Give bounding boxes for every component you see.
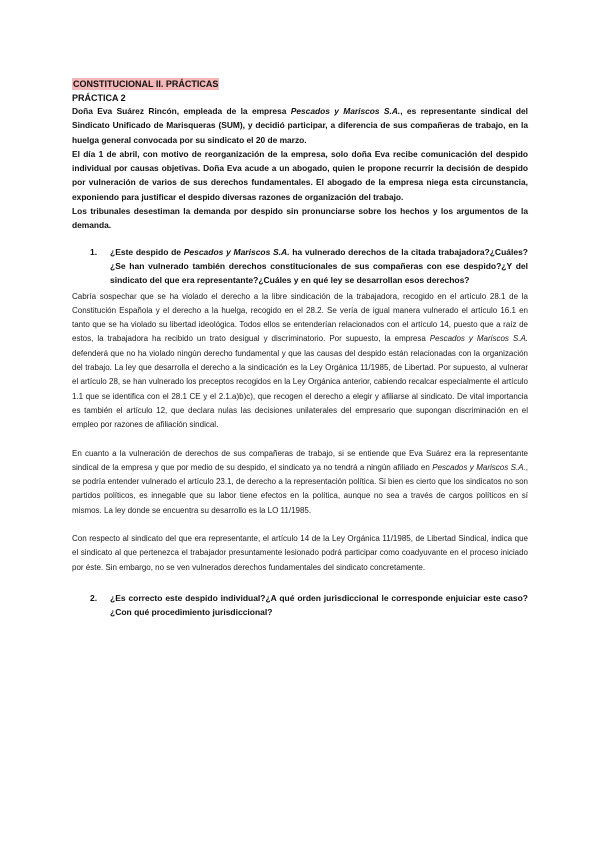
- document-title: CONSTITUCIONAL II. PRÁCTICAS: [73, 79, 219, 89]
- answer-1-paragraph-1: [72, 290, 528, 433]
- intro-p1-text-a: Doña Eva Suárez Rincón, empleada de la empresa: [72, 106, 291, 116]
- intro-p1-text-c: , es representante sindical del Sindicato Unificado de Marisqueras (SUM), y decidió participar, a diferencia de sus compañeras de trabajo, en la huelga general convocada por su sindicato el 20 de marzo.: [72, 106, 528, 145]
- question-2: [90, 591, 528, 620]
- case-statement: [72, 104, 528, 233]
- answer-1-paragraph-2: [72, 447, 528, 518]
- answer-1-paragraph-3: Con respecto al sindicato del que era representante, el artículo 14 de la Ley Orgánica 11/1985, de Libertad Sindical, indica que el sindicato al que pertenezca el trabajador presuntamente lesionado podrá participar como coadyuvante en el proceso iniciado por éste. Sin embargo, no se ven vulnerados derechos fundamentales del sindicato concretamente.: [72, 534, 528, 572]
- answer-1-p2-text-a: En cuanto a la vulneración de derechos de sus compañeras de trabajo, si se entiende que Eva Suárez era la representante sindical de la empresa y que por medio de su despido, el sindicato ya no tendrá a ningún afiliado en: [72, 448, 528, 472]
- question-1-text-a: ¿Este despido de: [110, 246, 184, 257]
- answer-1-p1-text-a: Cabría sospechar que se ha violado el derecho a la libre sindicación de la trabajadora, recogido en el artículo 28.1 de la Constitución Española y el derecho a la huelga, recogido en el 28.2. Se vería de igual manera vulnerado el artículo 16.1 en tanto que se ha violado su libertad ideológica. Todos ellos se entenderían relacionados con el artículo 14, puesto que a raíz de estos, la trabajadora ha recibido un trato desigual y discriminatorio. Por supuesto, la empresa: [72, 291, 528, 344]
- question-1: [90, 245, 528, 288]
- intro-paragraph-1: [72, 104, 528, 147]
- question-1-text-c: ha vulnerado derechos de la citada trabajadora?¿Cuáles?¿Se han vulnerado también derechos constitucionales de sus compañeras con ese despido?¿Y del sindicato del que era representante?¿Cuáles y en qué ley se desarrollan esos derechos?: [110, 246, 528, 286]
- question-2-text: ¿Es correcto este despido individual?¿A qué orden jurisdiccional le corresponde enjuiciar este caso?¿Con qué procedimiento jurisdiccional?: [110, 592, 528, 618]
- question-1-text: [110, 245, 528, 288]
- company-name: Pescados y Mariscos S.A.: [290, 106, 401, 116]
- question-1-company: Pescados y Mariscos S.A.: [183, 246, 290, 257]
- question-2-number: 2.: [90, 592, 98, 603]
- intro-paragraph-2: El día 1 de abril, con motivo de reorganización de la empresa, solo doña Eva recibe comunicación del despido individual por causas objetivas. Doña Eva acude a un abogado, quien le propone recurrir la decisión de despido por vulneración de varios de sus derechos fundamentales. El abogado de la empresa niega esta circunstancia, exponiendo para justificar el despido diversas razones de organización del trabajo.: [72, 148, 528, 202]
- answer-1: [72, 290, 528, 575]
- answer-1-p1-company: Pescados y Mariscos S.A.: [429, 334, 528, 344]
- practice-subtitle: PRÁCTICA 2: [72, 93, 126, 103]
- intro-paragraph-3: Los tribunales desestiman la demanda por despido sin pronunciarse sobre los hechos y los argumentos de la demanda.: [72, 206, 528, 231]
- answer-1-p2-text-c: , se podría entender vulnerado el artículo 23.1, de derecho a la representación política. Si bien es cierto que los sindicatos no son partidos políticos, es innegable que su labor tiene efectos en la política, aunque no sea a través de cargos políticos en sí mismos. La ley donde se encuentra su desarrollo es la LO 11/1985.: [72, 462, 529, 515]
- question-1-number: 1.: [90, 246, 98, 257]
- answer-1-p2-company: Pescados y Mariscos S.A.: [432, 462, 526, 472]
- answer-1-p1-text-c: defenderá que no ha violado ningún derecho fundamental y que las causas del despido están relacionadas con la organización del trabajo. La ley que desarrolla el derecho a la sindicación es la Ley Orgánica 11/1985, de Libertad. Por supuesto, al vulnerar el artículo 28, se han vulnerado los preceptos recogidos en la Ley Orgánica anterior, cabiendo recalcar especialmente el artículo 1.1 que se identifica con el 28.1 CE y el 2.1.a)b)c), que recogen el derecho a elegir y afiliarse al sindicato. De vital importancia es también el artículo 12, que declara nulas las decisiones unilaterales del empresario que supongan discriminación en el empleo por razones de afiliación sindical.: [72, 348, 528, 430]
- document-content: [72, 74, 528, 620]
